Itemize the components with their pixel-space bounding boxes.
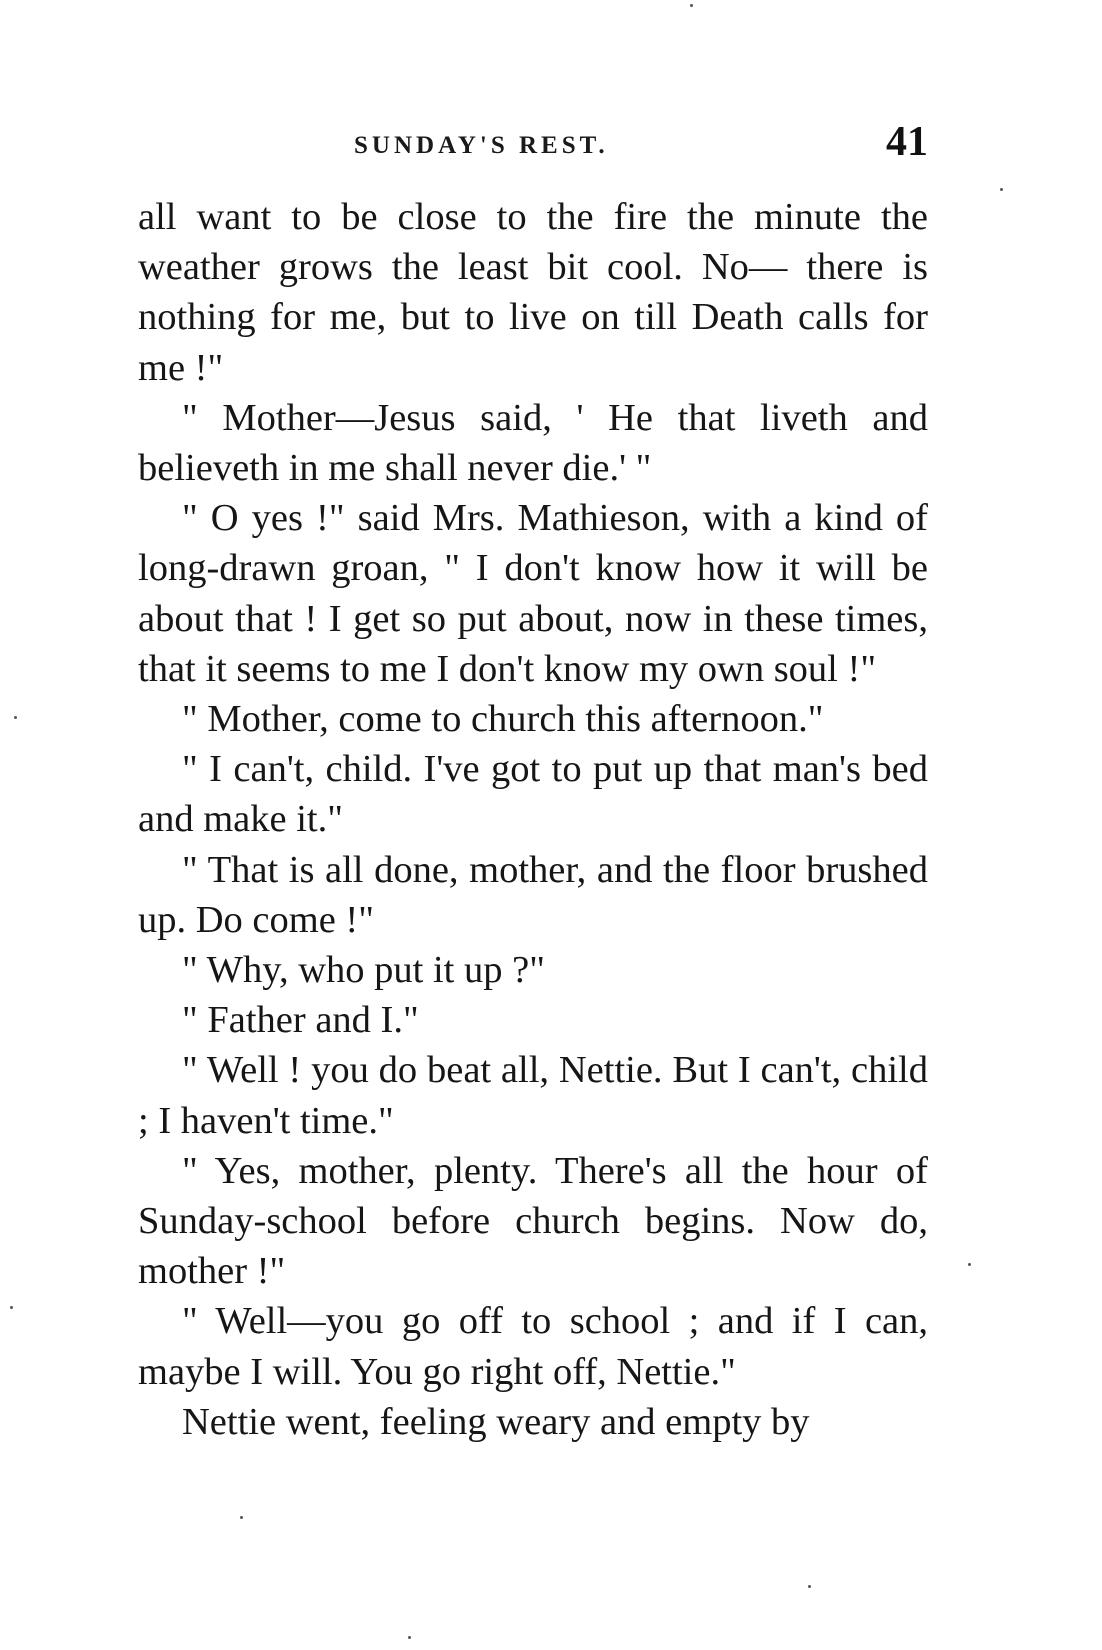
paragraph: " Mother—Jesus said, ' He that liveth and believeth in me shall never die.' " [138, 396, 928, 490]
paragraph: " Father and I." [182, 999, 419, 1042]
paragraph: all want to be close to the fire the minute the weather grows the least bit cool. No— there is nothing for me, but to live on till Death calls for me !" [138, 196, 928, 389]
paragraph: Nettie went, feeling weary and empty by [182, 1400, 810, 1443]
body-text [138, 192, 928, 1447]
scan-speck [968, 1263, 971, 1266]
page-number: 41 [886, 119, 928, 165]
page-header [138, 118, 928, 178]
scan-speck [808, 1585, 811, 1588]
scan-speck [1000, 188, 1003, 191]
scan-speck [10, 1306, 13, 1309]
scan-speck [690, 4, 693, 7]
paragraph: " Yes, mother, plenty. There's all the hour of Sunday-school before church begins. Now do, mother !" [138, 1149, 928, 1293]
scan-speck [240, 1516, 243, 1519]
paragraph: " That is all done, mother, and the floor brushed up. Do come !" [138, 848, 928, 941]
running-head: SUNDAY'S REST. [354, 132, 609, 159]
paragraph: " Well—you go off to school ; and if I can, maybe I will. You go right off, Nettie." [138, 1300, 928, 1393]
scan-speck [14, 716, 17, 719]
paragraph: " O yes !" said Mrs. Mathieson, with a kind of long-drawn groan, " I don't know how it will be about that ! I get so put about, now in these times, that it seems to me I don't know my own soul !" [138, 497, 928, 690]
scan-speck [408, 1636, 411, 1639]
paragraph: " Why, who put it up ?" [182, 949, 545, 992]
paragraph: " Mother, come to church this afternoon." [182, 698, 824, 741]
paragraph: " Well ! you do beat all, Nettie. But I can't, child ; I haven't time." [138, 1049, 928, 1142]
paragraph: " I can't, child. I've got to put up that man's bed and make it." [138, 748, 928, 841]
